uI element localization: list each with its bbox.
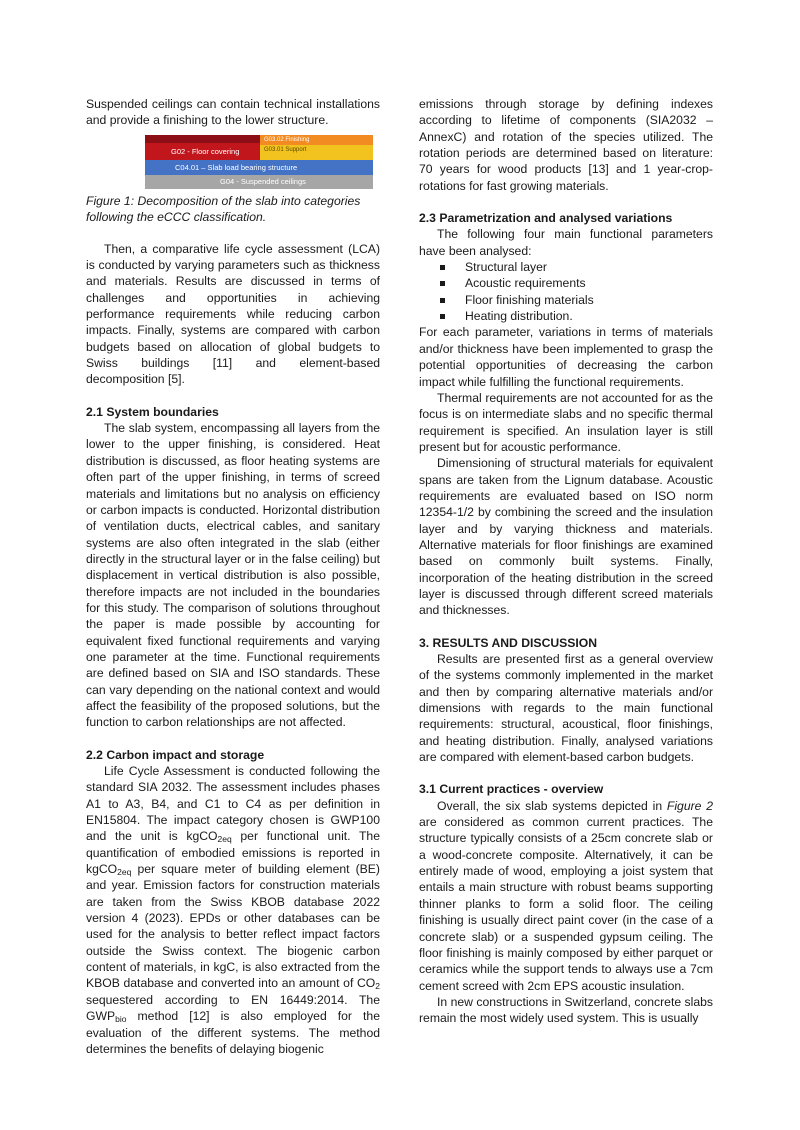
- heading-carbon-impact: 2.2 Carbon impact and storage: [86, 747, 265, 762]
- new-constructions-paragraph: In new constructions in Switzerland, concrete slabs remain the most widely used system. This is usually: [419, 994, 713, 1026]
- current-practices-paragraph: Overall, the six slab systems depicted in Figure 2 are considered as common current practices. The structure typically consists of a 25cm concrete slab or a wood-concrete composite. Alternatively, it can be entirely made of wood, employing a joist system that entails a main structure with robust beams supporting thinner planks to form a solid floor. The ceiling finishing is usually direct paint cover (in the case of a concrete slab) or a suspended gypsum ceiling. The floor finishing is mainly composed by either parquet or ceramics while the support tends to always use a 7cm cement screed with 2cm EPS acoustic insulation.: [419, 798, 713, 993]
- left-column: [86, 96, 380, 1057]
- thermal-paragraph: Thermal requirements are not accounted for as the focus is on intermediate slabs and no specific thermal requirement is specified. An insulation layer is still present but for acoustic performance.: [419, 390, 713, 454]
- list-item: Floor finishing materials: [440, 292, 713, 308]
- right-column: [419, 96, 713, 1027]
- list-item: Acoustic requirements: [440, 275, 713, 291]
- storage-paragraph: emissions through storage by defining indexes according to lifetime of components (SIA2032 – AnnexC) and rotation of the species utilized. The rotation periods are determined based on literature: 70 years for wood products [13] and 1 year-crop-rotations for fast growing materials.: [419, 97, 713, 193]
- figure-g02-layer: G02 - Floor covering: [145, 143, 260, 160]
- system-boundaries-paragraph: The slab system, encompassing all layers from the lower to the upper finishing, is considered. Heat distribution is discussed, as floor heating systems are often part of the upper finishing, in terms of screed materials and limitations but no analysis on efficiency or carbon impacts is conducted. Horizontal distribution of ventilation ducts, electrical cables, and sanitary systems are also often integrated in the slab (either directly in the structural layer or in the false ceiling) but displacement in vertical distribution is also possible, therefore impacts are not included in the boundaries for this study. The comparison of solutions throughout the paper is made possible by accounting for equivalent fixed functional requirements and varying one parameter at the time. Functional requirements are defined based on SIA and ISO standards. These can vary depending on the national context and would affect the feasibility of the proposed solutions, but the function to carbon relationships are not affected.: [86, 421, 380, 730]
- parameter-list: [419, 259, 713, 324]
- figure-g03-finishing-layer: G03.02 Finishing: [260, 135, 373, 145]
- list-item: Structural layer: [440, 259, 713, 275]
- figure-g02-top: [145, 135, 260, 143]
- heading-parametrization: 2.3 Parametrization and analysed variations: [419, 211, 673, 226]
- parameters-intro: The following four main functional parameters have been analysed:: [419, 227, 713, 258]
- heading-results: 3. RESULTS AND DISCUSSION: [419, 635, 598, 650]
- lca-paragraph: Then, a comparative life cycle assessment (LCA) is conducted by varying parameters such as thickness and materials. Results are discussed in terms of challenges and opportunities in achieving performance requirements while reducing carbon impacts. Finally, systems are compared with carbon budgets based on allocation of global budgets to Swiss buildings [11] and element-based decomposition [5].: [86, 241, 380, 387]
- figure-c04-layer: C04.01 – Slab load bearing structure: [145, 160, 373, 175]
- figure-g03-support-layer: G03.01 Support: [260, 145, 373, 160]
- heading-current-practices: 3.1 Current practices - overview: [419, 782, 604, 797]
- list-item: Heating distribution.: [440, 308, 713, 324]
- carbon-impact-paragraph: Life Cycle Assessment is conducted following the standard SIA 2032. The assessment includes phases A1 to A3, B4, and C1 to C4 as per definition in EN15804. The impact category chosen is GWP100 and the unit is kgCO$_{2eq}$ per functional unit. The quantification of embodied emissions is reported in kgCO$_{2eq}$ per square meter of building element (BE) and year. Emission factors for construction materials are taken from the Swiss KBOB database 2022 version 4 (2023). EPDs or other databases can be used for the analysis to better reflect impact factors outside the Swiss context. The biogenic carbon content of materials, in kgC, is also extracted from the KBOB database and converted into an amount of $CO_2$ sequestered according to EN 16449:2014. The $GWP_{bio}$ method [12] is also employed for the evaluation of the different systems. The method determines the benefits of delaying biogenic: [86, 764, 380, 1056]
- variations-paragraph: For each parameter, variations in terms of materials and/or thickness have been implemented to grasp the potential opportunities of decreasing the carbon impact while fulfilling the functional requirements.: [419, 325, 713, 389]
- heading-system-boundaries: 2.1 System boundaries: [86, 404, 219, 419]
- intro-paragraph: Suspended ceilings can contain technical installations and provide a finishing to the lower structure.: [86, 97, 380, 128]
- dimensioning-paragraph: Dimensioning of structural materials for equivalent spans are taken from the Lignum database. Acoustic requirements are evaluated based on ISO norm 12354-1/2 by combining the screed and the insulation layer and by varying thickness and materials. Alternative materials for floor finishings are examined based on commonly built systems. Finally, incorporation of the heating distribution in the screed layer is discussed through different screed materials and thicknesses.: [419, 456, 713, 618]
- figure-g04-layer: G04 - Suspended ceilings: [145, 175, 373, 189]
- slab-decomposition-figure: [145, 135, 373, 189]
- figure-caption: Figure 1: Decomposition of the slab into categories following the eCCC classification.: [86, 193, 361, 224]
- results-paragraph: Results are presented first as a general overview of the systems commonly implemented in the market and then by comparing alternative materials and/or dimensions with regards to the main functional requirements: structural, acoustical, floor finishings, and heating distribution. Finally, analysed variations are compared with element-based carbon budgets.: [419, 652, 713, 765]
